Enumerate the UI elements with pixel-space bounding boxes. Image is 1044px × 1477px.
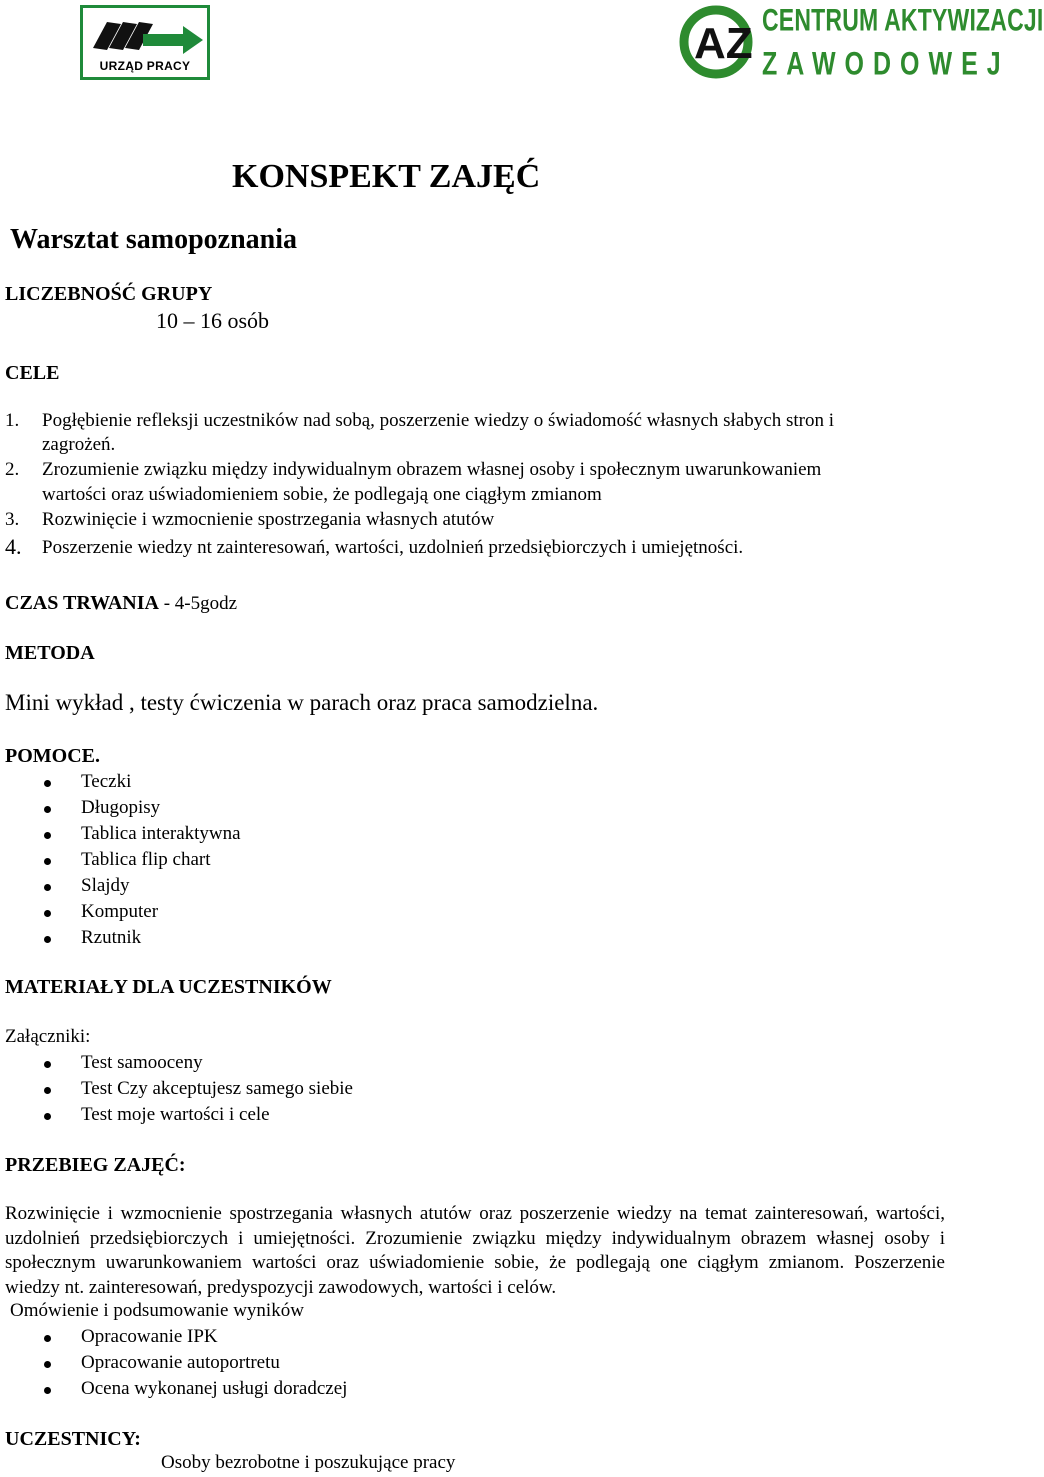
goal-item: Poszerzenie wiedzy nt zainteresowań, wartości, uzdolnień przedsiębiorczych i umiejętności.: [42, 537, 744, 558]
material-item: Test samooceny: [81, 1052, 203, 1073]
page-subtitle: Warsztat samopoznania: [10, 224, 297, 255]
goal-item: Pogłębienie refleksji uczestników nad sobą, poszerzenie wiedzy o świadomość własnych słabych stron i: [42, 410, 834, 431]
aid-item: Slajdy: [81, 875, 130, 896]
aid-item: Komputer: [81, 901, 159, 922]
goals-heading: CELE: [5, 362, 60, 384]
page-title: KONSPEKT ZAJĘĆ: [232, 158, 541, 195]
goal-item: Rozwinięcie i wzmocnienie spostrzegania własnych atutów: [42, 509, 495, 530]
group-value: 10 – 16 osób: [156, 308, 270, 333]
course-summary: Omówienie i podsumowanie wyników: [10, 1300, 304, 1321]
attachments-label: Załączniki:: [5, 1026, 91, 1047]
caz-logo: [680, 0, 1044, 84]
materials-heading: MATERIAŁY DLA UCZESTNIKÓW: [5, 976, 332, 998]
course-item: Opracowanie autoportretu: [81, 1352, 280, 1373]
course-item: Ocena wykonanej usługi doradczej: [81, 1378, 348, 1399]
aid-item: Teczki: [81, 771, 132, 792]
course-paragraph: Rozwinięcie i wzmocnienie spostrzegania własnych atutów oraz poszerzenie wiedzy na temat zainteresowań, wartości, uzdolnień przedsiębiorczych i umiejętności. Zrozumienie związku między indywidualnym obrazem własnej osoby i społecznym uwarunkowaniem wartości oraz uświadomienie sobie, że podlegają one ciągłym zmianom. Poszerzenie wiedzy nt. zainteresowań, predyspozycji zawodowych, wartości i celów.: [5, 1203, 945, 1298]
aids-heading: POMOCE.: [5, 745, 100, 767]
method-heading: METODA: [5, 642, 95, 664]
aid-item: Długopisy: [81, 797, 161, 818]
goal-number: 4.: [5, 534, 22, 559]
material-item: Test Czy akceptujesz samego siebie: [81, 1078, 353, 1099]
goal-item-cont: wartości oraz uświadomieniem sobie, że podlegają one ciągłym zmianom: [42, 484, 602, 505]
duration-value: - 4-5godz: [158, 593, 238, 614]
duration-line: [5, 592, 237, 615]
goal-number: 3.: [5, 509, 20, 530]
svg-text:AZ: AZ: [694, 19, 753, 68]
group-heading: LICZEBNOŚĆ GRUPY: [5, 283, 213, 305]
az-monogram-icon: [680, 0, 760, 84]
goal-number: 2.: [5, 459, 20, 480]
logo-line-1: CENTRUM AKTYWIZACJI: [762, 2, 1044, 38]
goal-item-cont: zagrożeń.: [42, 434, 116, 455]
aid-item: Tablica interaktywna: [81, 823, 241, 844]
material-item: Test moje wartości i cele: [81, 1104, 270, 1125]
aid-item: Tablica flip chart: [81, 849, 211, 870]
duration-heading: CZAS TRWANIA: [5, 592, 159, 614]
course-heading: PRZEBIEG ZAJĘĆ:: [5, 1154, 186, 1176]
goal-number: 1.: [5, 410, 20, 431]
card-arrow-icon: [87, 14, 205, 56]
logo-line-2: ZAWODOWEJ: [762, 46, 1010, 83]
participants-heading: UCZESTNICY:: [5, 1428, 141, 1450]
urzad-pracy-logo: [80, 5, 210, 80]
method-value: Mini wykład , testy ćwiczenia w parach oraz praca samodzielna.: [5, 690, 599, 715]
aid-item: Rzutnik: [81, 927, 142, 948]
course-item: Opracowanie IPK: [81, 1326, 218, 1347]
participants-value: Osoby bezrobotne i poszukujące pracy: [161, 1452, 456, 1473]
goal-item: Zrozumienie związku między indywidualnym obrazem własnej osoby i społecznym uwarunkowaniem: [42, 459, 822, 480]
logo-caption: URZĄD PRACY: [99, 59, 191, 73]
